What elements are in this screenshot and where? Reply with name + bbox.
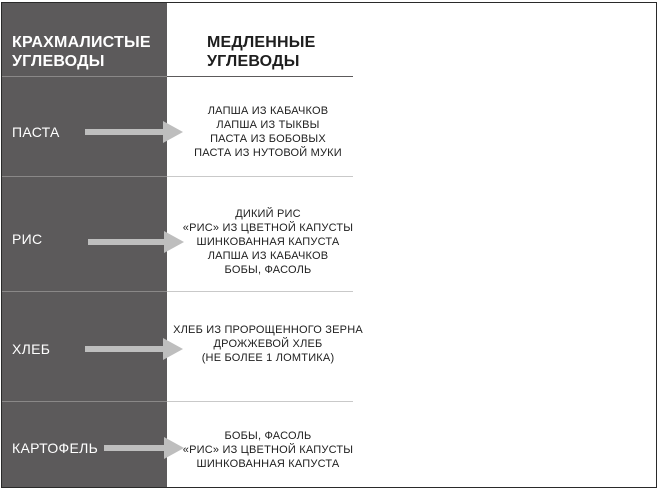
starchy-carbs-heading: [12, 33, 162, 71]
row-divider-3: [2, 401, 167, 402]
list-item: ЛАПША ИЗ КАБАЧКОВ: [207, 250, 329, 262]
list-item: ДИКИЙ РИС: [235, 208, 301, 220]
row-divider-2: [2, 291, 167, 292]
list-item: «РИС» ИЗ ЦВЕТНОЙ КАПУСТЫ: [182, 444, 354, 456]
row-divider-2-light: [167, 291, 353, 292]
pasta-alternatives: [168, 104, 368, 160]
category-potato: КАРТОФЕЛЬ: [12, 440, 99, 456]
list-item: БОБЫ, ФАСОЛЬ: [224, 264, 312, 276]
slow-heading-line-2: УГЛЕВОДЫ: [207, 53, 300, 70]
list-item: ЛАПША ИЗ КАБАЧКОВ: [207, 105, 329, 117]
bread-alternatives: [168, 323, 368, 365]
starchy-heading-line-2: УГЛЕВОДЫ: [12, 53, 105, 70]
slow-heading-line-1: МЕДЛЕННЫЕ: [207, 34, 316, 51]
rice-alternatives: [168, 207, 368, 277]
list-item: ХЛЕБ ИЗ ПРОРОЩЕННОГО ЗЕРНА: [173, 324, 363, 336]
list-item: ДРОЖЖЕВОЙ ХЛЕБ: [213, 338, 323, 350]
list-item: ПАСТА ИЗ БОБОВЫХ: [210, 133, 326, 145]
starchy-heading-line-1: КРАХМАЛИСТЫЕ: [12, 34, 151, 51]
list-item: ШИНКОВАННАЯ КАПУСТА: [196, 458, 340, 470]
list-item: (НЕ БОЛЕЕ 1 ЛОМТИКА): [201, 352, 335, 364]
list-item: ЛАПША ИЗ ТЫКВЫ: [216, 119, 320, 131]
row-divider-3-light: [167, 401, 353, 402]
category-pasta: ПАСТА: [12, 124, 60, 140]
list-item: ШИНКОВАННАЯ КАПУСТА: [196, 236, 340, 248]
category-bread: ХЛЕБ: [12, 341, 51, 357]
potato-alternatives: [168, 429, 368, 471]
list-item: БОБЫ, ФАСОЛЬ: [224, 430, 312, 442]
category-rice: РИС: [12, 231, 43, 247]
header-divider-dark: [2, 76, 167, 77]
row-divider-1-light: [167, 176, 353, 177]
list-item: ПАСТА ИЗ НУТОВОЙ МУКИ: [194, 147, 342, 159]
carb-swap-table: [1, 2, 657, 488]
slow-carbs-heading: [207, 33, 357, 71]
list-item: «РИС» ИЗ ЦВЕТНОЙ КАПУСТЫ: [182, 222, 354, 234]
header-divider: [167, 76, 353, 77]
row-divider-1: [2, 176, 167, 177]
